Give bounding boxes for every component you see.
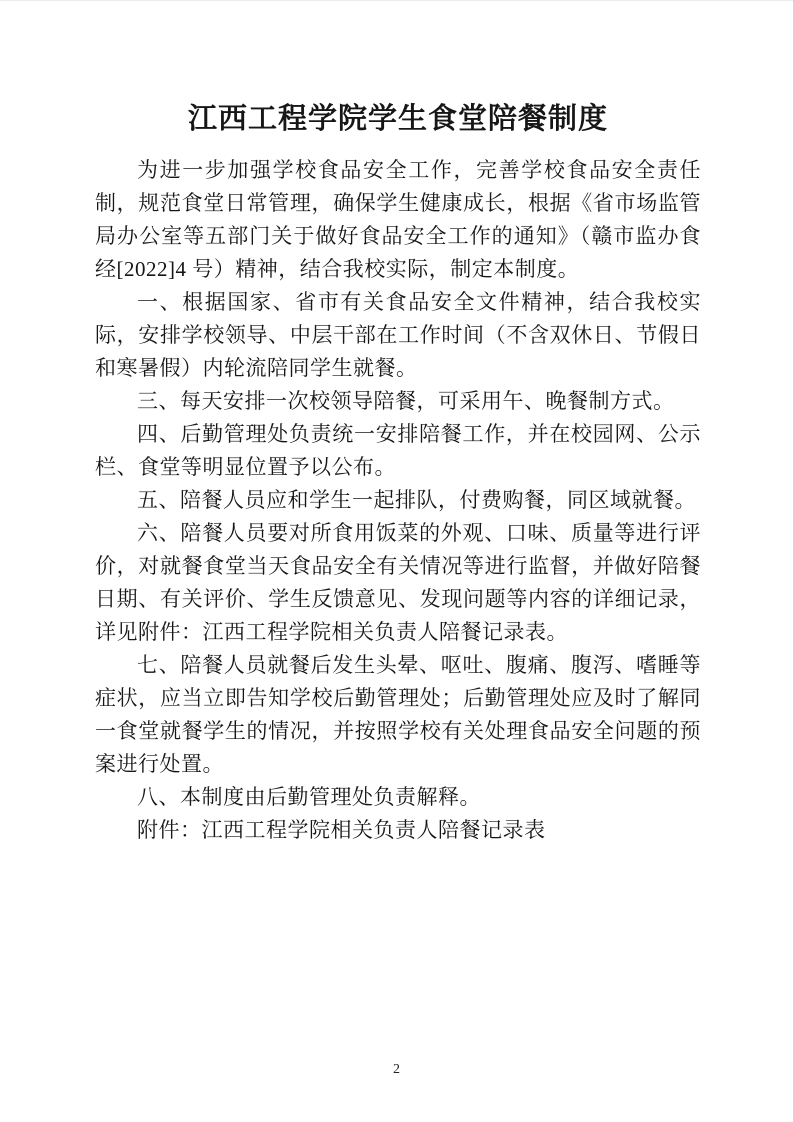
paragraph-attachment: 附件：江西工程学院相关负责人陪餐记录表 [137,818,546,842]
paragraph-item-6: 六、陪餐人员要对所食用饭菜的外观、口味、质量等进行评价，对就餐食堂当天食品安全有关情况等进行监督，并做好陪餐日期、有关评价、学生反馈意见、发现问题等内容的详细记录，详见附件：江西工程学院相关负责人陪餐记录表。 [95,521,701,644]
paragraph-item-3: 三、每天安排一次校领导陪餐，可采用午、晚餐制方式。 [137,389,675,413]
paragraph-intro: 为进一步加强学校食品安全工作，完善学校食品安全责任制，规范食堂日常管理，确保学生健康成长，根据《省市场监管局办公室等五部门关于做好食品安全工作的通知》（赣市监办食经[2022]4 号）精神，结合我校实际，制定本制度。 [95,158,701,281]
page-number: 2 [393,1062,400,1077]
paragraph-item-4: 四、后勤管理处负责统一安排陪餐工作，并在校园网、公示栏、食堂等明显位置予以公布。 [95,422,701,479]
paragraph-item-1: 一、根据国家、省市有关食品安全文件精神，结合我校实际，安排学校领导、中层干部在工作时间（不含双休日、节假日和寒暑假）内轮流陪同学生就餐。 [95,290,701,380]
document-title: 江西工程学院学生食堂陪餐制度 [187,103,608,136]
paragraph-item-7: 七、陪餐人员就餐后发生头晕、呕吐、腹痛、腹泻、嗜睡等症状，应当立即告知学校后勤管理处；后勤管理处应及时了解同一食堂就餐学生的情况，并按照学校有关处理食品安全问题的预案进行处置。 [95,653,701,776]
document-body [95,154,701,847]
paragraph-item-5: 五、陪餐人员应和学生一起排队，付费购餐，同区域就餐。 [137,488,696,512]
paragraph-item-8: 八、本制度由后勤管理处负责解释。 [137,785,481,809]
